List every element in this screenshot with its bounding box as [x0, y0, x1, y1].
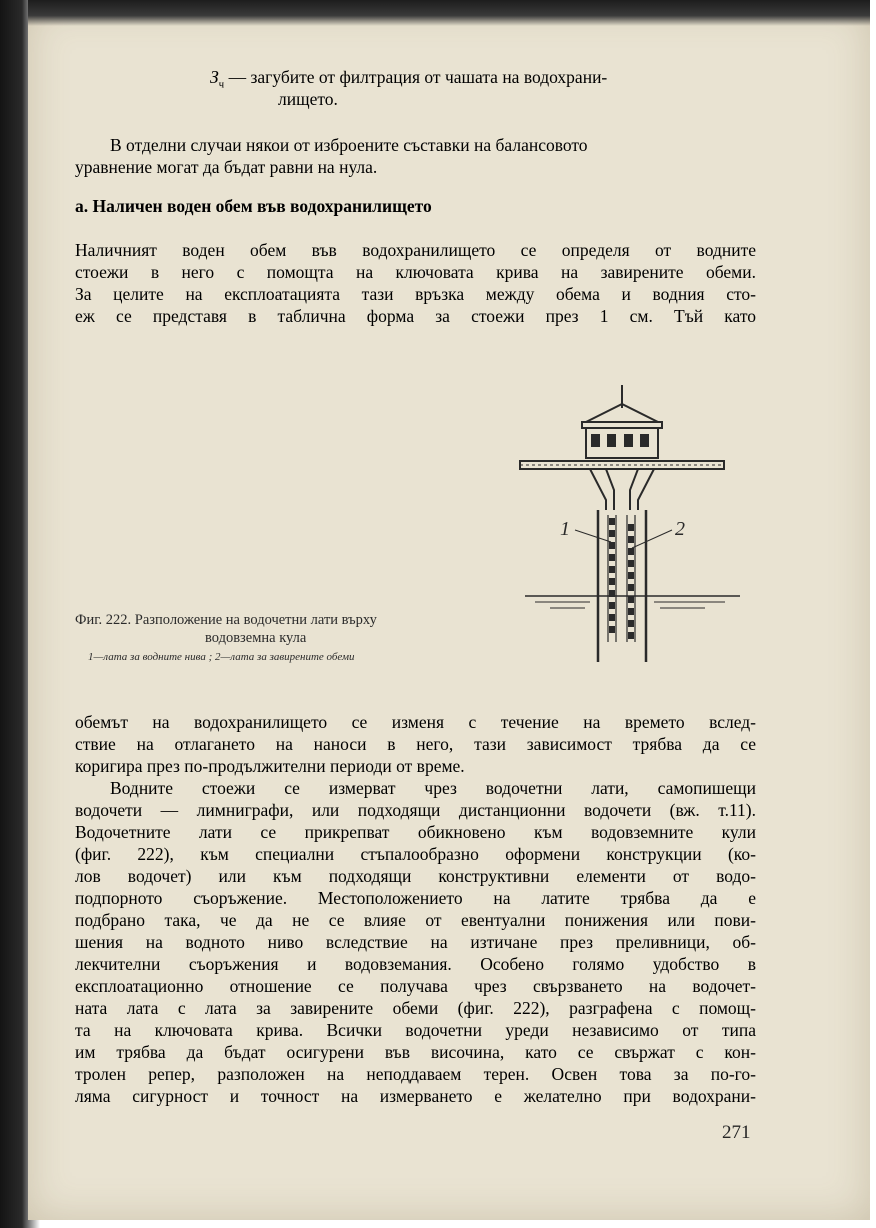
paragraph-line: еж се представя в таблична форма за стоежи през 1 см. Тъй като — [75, 306, 756, 326]
window-icon — [591, 434, 600, 447]
label-1: 1 — [560, 518, 570, 540]
body-line: коригира през по-продължителни периоди от време. — [75, 756, 465, 776]
body-line: ната лата с лата за завирените обеми (фиг. 222), разграфена с помощ- — [75, 998, 756, 1018]
body-line: лов водочет) или към подходящи конструктивни елементи от водо- — [75, 866, 756, 886]
formula-line: $З_ч$ — загубите от филтрация от чашата на водохрани- — [210, 67, 608, 91]
body-line: та на ключовата крива. Всички водочетни уреди независимо от типа — [75, 1020, 756, 1040]
body-line: подбрано така, че да не се влияе от евентуални понижения или пови- — [75, 910, 756, 930]
text-line: В отделни случаи някои от изброените съставки на балансовото — [110, 135, 588, 155]
body-line: Водните стоежи се измерват чрез водочетни лати, самопишещи — [110, 778, 756, 798]
body-line: водочети — лимниграфи, или подходящи дистанционни водочети (вж. т.11). — [75, 800, 756, 820]
body-line: им трябва да бъдат осигурени във височина, като се свържат с кон- — [75, 1042, 756, 1062]
section-heading: а. Наличен воден обем във водохранилището — [75, 196, 432, 216]
body-line: обемът на водохранилището се изменя с течение на времето вслед- — [75, 712, 756, 732]
window-icon — [640, 434, 649, 447]
staff-gauge-1 — [609, 518, 615, 633]
window-icon — [624, 434, 633, 447]
text-line: уравнение могат да бъдат равни на нула. — [75, 157, 378, 177]
scan-top-shadow — [28, 0, 870, 26]
page-number: 271 — [722, 1122, 751, 1143]
figure-caption: Фиг. 222. Разположение на водочетни лати върху — [75, 612, 377, 628]
body-line: лекчителни съоръжения и водовземания. Особено голямо удобство в — [75, 954, 756, 974]
body-line: ляма сигурност и точност на измерването е желателно при водохрани- — [75, 1086, 756, 1106]
label-2: 2 — [675, 518, 685, 540]
figure-caption-cont: водовземна кула — [205, 630, 307, 646]
body-line: експлоатационно отношение се получава чрез свързването на водочет- — [75, 976, 756, 996]
figure-water-intake-tower — [490, 380, 750, 670]
window-icon — [607, 434, 616, 447]
body-line: подпорното съоръжение. Местоположението на латите трябва да е — [75, 888, 756, 908]
figure-legend: 1—лата за водните нива ; 2—лата за завирените обеми — [88, 651, 355, 663]
staff-gauge-2 — [628, 524, 634, 639]
body-line: ствие на отлагането на наноси в него, тази зависимост трябва да се — [75, 734, 756, 754]
body-line: Водочетните лати се прикрепват обикновено към водовземните кули — [75, 822, 756, 842]
formula-line-cont: лището. — [278, 89, 338, 109]
body-line: тролен репер, разположен на неподдаваем терен. Освен това за по-го- — [75, 1064, 756, 1084]
paragraph-line: Наличният воден обем във водохранилището се определя от водните — [75, 240, 756, 260]
body-line: шения на водното ниво вследствие на изтичане през преливници, об- — [75, 932, 756, 952]
paragraph-line: За целите на експлоатацията тази връзка между обема и водния сто- — [75, 284, 756, 304]
paragraph-line: стоежи в него с помощта на ключовата крива на завирените обеми. — [75, 262, 756, 282]
body-line: (фиг. 222), към специални стъпалообразно оформени конструкции (ко- — [75, 844, 756, 864]
